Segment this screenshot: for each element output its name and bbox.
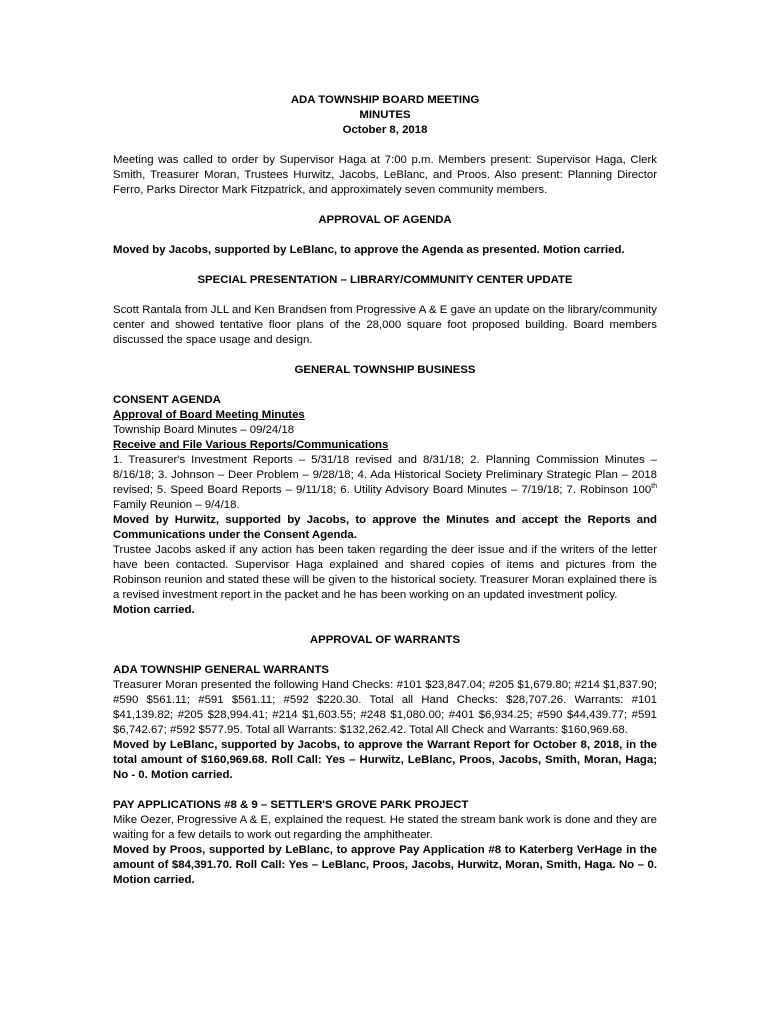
general-business-heading: GENERAL TOWNSHIP BUSINESS xyxy=(294,364,476,376)
document-subtitle: MINUTES xyxy=(359,109,411,121)
spacer xyxy=(113,138,657,153)
receive-file-text-a: 1. Treasurer's Investment Reports – 5/31/18 revised and 8/31/18; 2. Planning Commission Minutes – 8/16/18; 3. Johnson – Deer Problem – 9/28/18; 4. Ada Historical Society Preliminary Strategic Plan – 2018 revised; 5. Speed Board Reports – 9/11/18; 6. Utility Advisory Board Minutes – 7/19/18; 7. Robinson 100 xyxy=(113,454,657,496)
receive-file-text-b: Family Reunion – 9/4/18. xyxy=(113,499,240,511)
consent-motion: Moved by Hurwitz, supported by Jacobs, to approve the Minutes and accept the Reports and Communications under the Consent Agenda. xyxy=(113,514,657,541)
approval-minutes-text: Township Board Minutes – 09/24/18 xyxy=(113,424,295,436)
spacer xyxy=(113,258,657,273)
spacer xyxy=(113,783,657,798)
spacer xyxy=(113,198,657,213)
special-presentation-text: Scott Rantala from JLL and Ken Brandsen from Progressive A & E gave an update on the library/community center and showed tentative floor plans of the 28,000 square foot proposed building. Board members discussed the space usage and design. xyxy=(113,304,657,346)
spacer xyxy=(113,348,657,363)
consent-motion-carried: Motion carried. xyxy=(113,604,195,616)
receive-file-heading: Receive and File Various Reports/Communications xyxy=(113,439,389,451)
spacer xyxy=(113,288,657,303)
pay-applications-motion: Moved by Proos, supported by LeBlanc, to approve Pay Application #8 to Katerberg VerHage in the amount of $84,391.70. Roll Call: Yes – LeBlanc, Proos, Jacobs, Hurwitz, Moran, Smith, Haga. No – 0. Motion carried. xyxy=(113,844,657,886)
agenda-motion: Moved by Jacobs, supported by LeBlanc, to approve the Agenda as presented. Motion carried. xyxy=(113,244,625,256)
spacer xyxy=(113,378,657,393)
spacer xyxy=(113,648,657,663)
warrants-text: Treasurer Moran presented the following Hand Checks: #101 $23,847.04; #205 $1,679.80; #214 $1,837.90; #590 $561.11; #591 $561.11; #592 $220.30. Total all Hand Checks: $28,707.26. Warrants: #101 $41,139.82; #205 $28,994.41; #214 $1,603.55; #248 $1,080.00; #401 $6,934.25; #590 $44,439.77; #591 $6,742.67; #592 $577.95. Total all Warrants: $132,262.42. Total All Check and Warrants: $160,969.68. xyxy=(113,679,657,736)
spacer xyxy=(113,228,657,243)
approval-minutes-heading: Approval of Board Meeting Minutes xyxy=(113,409,305,421)
warrants-motion: Moved by LeBlanc, supported by Jacobs, to approve the Warrant Report for October 8, 2018, in the total amount of $160,969.68. Roll Call: Yes – Hurwitz, LeBlanc, Proos, Jacobs, Smith, Moran, Haga; No - 0. Motion carried. xyxy=(113,739,657,781)
consent-discussion: Trustee Jacobs asked if any action has been taken regarding the deer issue and if the writers of the letter have been contacted. Supervisor Haga explained and shared copies of items and pictures from the Robinson reunion and stated these will be given to the historical society. Treasurer Moran explained there is a revised investment report in the packet and he has been working on an updated investment policy. xyxy=(113,544,657,601)
general-warrants-heading: ADA TOWNSHIP GENERAL WARRANTS xyxy=(113,664,330,676)
consent-agenda-heading: CONSENT AGENDA xyxy=(113,394,221,406)
pay-applications-heading: PAY APPLICATIONS #8 & 9 – SETTLER'S GROVE PARK PROJECT xyxy=(113,799,469,811)
pay-applications-text: Mike Oezer, Progressive A & E, explained the request. He stated the stream bank work is done and they are waiting for a few details to work out regarding the amphitheater. xyxy=(113,814,657,841)
spacer xyxy=(113,618,657,633)
approval-of-warrants-heading: APPROVAL OF WARRANTS xyxy=(309,634,461,646)
approval-of-agenda-heading: APPROVAL OF AGENDA xyxy=(318,214,452,226)
receive-file-text xyxy=(113,453,657,513)
ordinal-suffix: th xyxy=(651,483,657,491)
call-to-order-paragraph: Meeting was called to order by Supervisor Haga at 7:00 p.m. Members present: Supervisor Haga, Clerk Smith, Treasurer Moran, Trustees Hurwitz, Jacobs, LeBlanc, and Proos. Also present: Planning Director Ferro, Parks Director Mark Fitzpatrick, and approximately seven community members. xyxy=(113,154,657,196)
document-title: ADA TOWNSHIP BOARD MEETING xyxy=(290,94,480,106)
meeting-date: October 8, 2018 xyxy=(342,124,428,136)
minutes-page xyxy=(113,93,657,888)
special-presentation-heading: SPECIAL PRESENTATION – LIBRARY/COMMUNITY CENTER UPDATE xyxy=(197,274,573,286)
